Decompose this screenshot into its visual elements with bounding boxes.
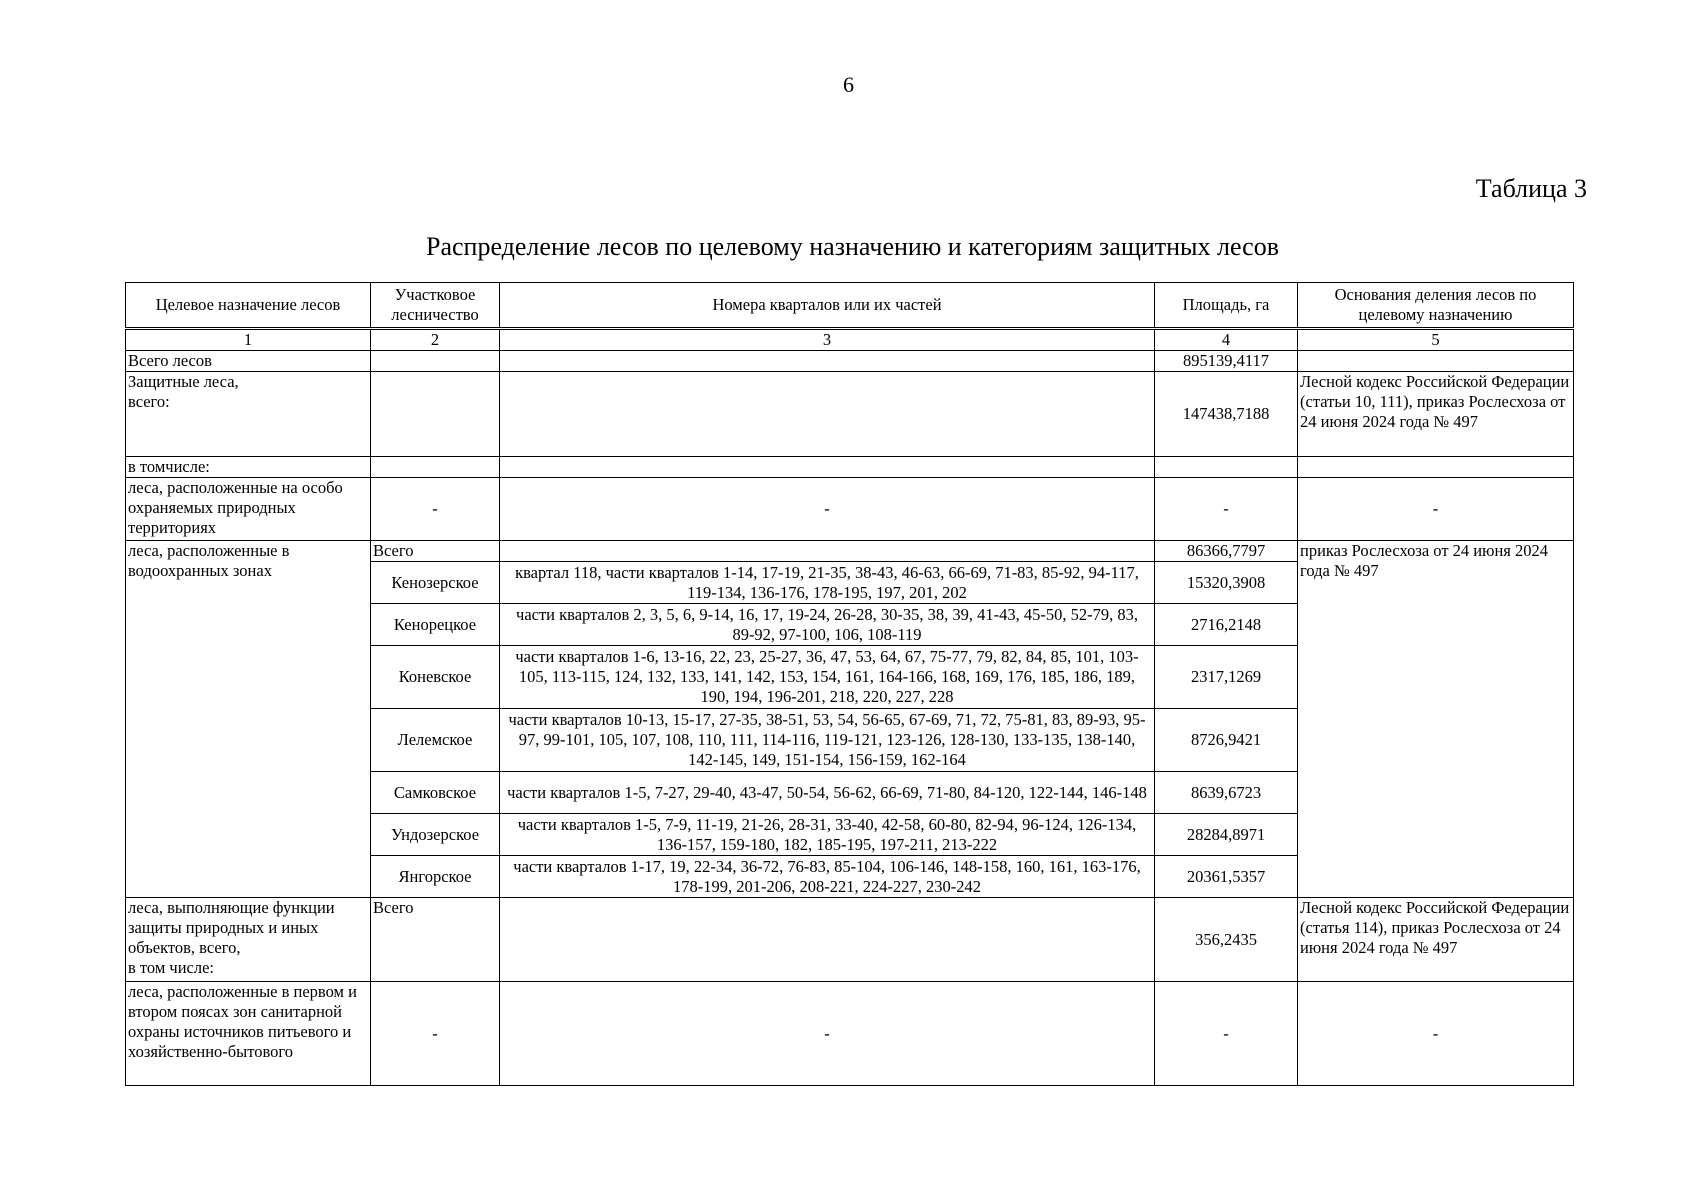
- empty-cell: [500, 541, 1155, 562]
- forestry-name: Коневское: [371, 646, 500, 709]
- basis-text: -: [1298, 478, 1574, 541]
- area-value: 86366,7797: [1155, 541, 1298, 562]
- area-value: 20361,5357: [1155, 856, 1298, 898]
- table-label: Таблица 3: [1475, 174, 1587, 203]
- row-name-line: объектов, всего,: [128, 938, 241, 957]
- empty-cell: [500, 372, 1155, 457]
- column-number: 2: [371, 329, 500, 351]
- area-value: -: [1155, 982, 1298, 1086]
- area-value: -: [1155, 478, 1298, 541]
- quarters-text: части кварталов 1-6, 13-16, 22, 23, 25-27, 36, 47, 53, 64, 67, 75-77, 79, 82, 84, 85, 101, 103-105, 113-115, 124, 132, 133, 141, 142, 153, 154, 161, 164-166, 168, 169, 176, 185, 186, 189, 190, 194, 196-201, 218, 220, 227, 228: [500, 646, 1155, 709]
- forestry-name: Ундозерское: [371, 814, 500, 856]
- row-name: Всего лесов: [126, 351, 371, 372]
- table-row: [126, 372, 1574, 457]
- basis-text: -: [1298, 982, 1574, 1086]
- quarters-text: части кварталов 1-5, 7-27, 29-40, 43-47, 50-54, 56-62, 66-69, 71-80, 84-120, 122-144, 146-148: [500, 772, 1155, 814]
- empty-cell: [500, 898, 1155, 982]
- empty-cell: [371, 457, 500, 478]
- area-value: 147438,7188: [1155, 372, 1298, 457]
- area-value: 28284,8971: [1155, 814, 1298, 856]
- forestry-name: Всего: [371, 541, 500, 562]
- row-name: [126, 898, 371, 982]
- table-row: [126, 541, 1574, 562]
- column-number-row: [126, 329, 1574, 351]
- empty-cell: [1298, 351, 1574, 372]
- column-number: 4: [1155, 329, 1298, 351]
- area-value: 356,2435: [1155, 898, 1298, 982]
- quarters-text: части кварталов 10-13, 15-17, 27-35, 38-51, 53, 54, 56-65, 67-69, 71, 72, 75-81, 83, 89-93, 95-97, 99-101, 105, 107, 108, 110, 111, 114-116, 119-121, 123-126, 128-130, 133-135, 138-140, 142-145, 149, 151-154, 156-159, 162-164: [500, 709, 1155, 772]
- table-row: [126, 982, 1574, 1086]
- row-name: леса, расположенные в водоохранных зонах: [126, 541, 371, 898]
- forestry-name: Янгорское: [371, 856, 500, 898]
- area-value: 2317,1269: [1155, 646, 1298, 709]
- column-number: 3: [500, 329, 1155, 351]
- quarters-text: части кварталов 1-17, 19, 22-34, 36-72, 76-83, 85-104, 106-146, 148-158, 160, 161, 163-176, 178-199, 201-206, 208-221, 224-227, 230-242: [500, 856, 1155, 898]
- forest-distribution-table: [125, 282, 1574, 1086]
- column-number: 1: [126, 329, 371, 351]
- row-name: [126, 372, 371, 457]
- forestry-name: Самковское: [371, 772, 500, 814]
- area-value: 2716,2148: [1155, 604, 1298, 646]
- empty-cell: [500, 457, 1155, 478]
- quarters-text: -: [500, 478, 1155, 541]
- quarters-text: части кварталов 2, 3, 5, 6, 9-14, 16, 17, 19-24, 26-28, 30-35, 38, 39, 41-43, 45-50, 52-79, 83, 89-92, 97-100, 106, 108-119: [500, 604, 1155, 646]
- area-value: 8726,9421: [1155, 709, 1298, 772]
- area-value: 895139,4117: [1155, 351, 1298, 372]
- quarters-text: квартал 118, части кварталов 1-14, 17-19, 21-35, 38-43, 46-63, 66-69, 71-83, 85-92, 94-117, 119-134, 136-176, 178-195, 197, 201, 202: [500, 562, 1155, 604]
- forestry-name: Лелемское: [371, 709, 500, 772]
- basis-text: Лесной кодекс Российской Федерации (статьи 10, 111), приказ Рослесхоза от 24 июня 2024 года № 497: [1298, 372, 1574, 457]
- table-header-row: [126, 283, 1574, 329]
- table-row: [126, 351, 1574, 372]
- empty-cell: [1155, 457, 1298, 478]
- quarters-text: части кварталов 1-5, 7-9, 11-19, 21-26, 28-31, 33-40, 42-58, 60-80, 82-94, 96-124, 126-134, 136-157, 159-180, 182, 185-195, 197-211, 213-222: [500, 814, 1155, 856]
- row-name: в томчисле:: [126, 457, 371, 478]
- table-row: [126, 898, 1574, 982]
- empty-cell: [371, 372, 500, 457]
- row-name-line: защиты природных и иных: [128, 918, 319, 937]
- area-value: 15320,3908: [1155, 562, 1298, 604]
- area-value: 8639,6723: [1155, 772, 1298, 814]
- row-name: леса, расположенные в первом и втором поясах зон санитарной охраны источников питьевого и хозяйственно-бытового: [126, 982, 371, 1086]
- page-number: 6: [843, 72, 854, 97]
- empty-cell: [1298, 457, 1574, 478]
- forestry-name: Кенорецкое: [371, 604, 500, 646]
- header-forestry: Участковое лесничество: [371, 283, 500, 329]
- header-quarters: Номера кварталов или их частей: [500, 283, 1155, 329]
- row-name-text: Защитные леса, всего:: [128, 372, 239, 411]
- basis-text: Лесной кодекс Российской Федерации (статья 114), приказ Рослесхоза от 24 июня 2024 года № 497: [1298, 898, 1574, 982]
- header-purpose: Целевое назначение лесов: [126, 283, 371, 329]
- row-name-line: в том числе:: [128, 958, 215, 977]
- header-area: Площадь, га: [1155, 283, 1298, 329]
- forestry-name: -: [371, 478, 500, 541]
- empty-cell: [371, 351, 500, 372]
- quarters-text: -: [500, 982, 1155, 1086]
- row-name: леса, расположенные на особо охраняемых природных территориях: [126, 478, 371, 541]
- basis-text: приказ Рослесхоза от 24 июня 2024 года № 497: [1298, 541, 1574, 898]
- forestry-name: Всего: [371, 898, 500, 982]
- page-title: Распределение лесов по целевому назначению и категориям защитных лесов: [426, 232, 1279, 261]
- table-row: [126, 457, 1574, 478]
- forestry-name: Кенозерское: [371, 562, 500, 604]
- empty-cell: [500, 351, 1155, 372]
- row-name-line: леса, выполняющие функции: [128, 898, 335, 917]
- table-row: [126, 478, 1574, 541]
- forestry-name: -: [371, 982, 500, 1086]
- column-number: 5: [1298, 329, 1574, 351]
- header-basis: Основания деления лесов по целевому назначению: [1298, 283, 1574, 329]
